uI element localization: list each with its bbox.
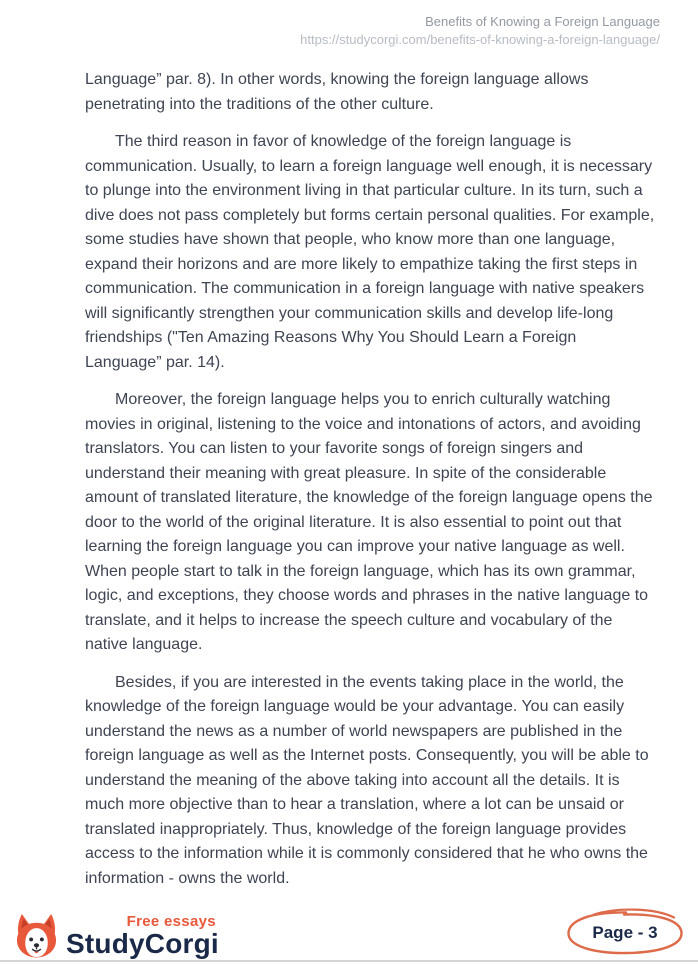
document-title: Benefits of Knowing a Foreign Language (425, 14, 660, 29)
paragraph-2: The third reason in favor of knowledge of the foreign language is communication. Usually, to learn a foreign language well enough, it is necessary to plunge into the environment living in that particular culture. In its turn, such a dive does not pass completely but forms certain personal qualities. For example, some studies have shown that people, who know more than one language, expand their horizons and are more likely to empathize taking the first steps in communication. The communication in a foreign language with native speakers will significantly strengthen your communication skills and develop life-long friendships ("Ten Amazing Reasons Why You Should Learn a Foreign Language” par. 14). (85, 133, 655, 371)
page-number-label: Page - 3 (592, 923, 658, 942)
page-number-badge (560, 906, 690, 958)
page-bottom-divider (0, 960, 698, 962)
studycorgi-logo (15, 913, 219, 958)
brand-name: StudyCorgi (66, 928, 219, 959)
document-url: https://studycorgi.com/benefits-of-knowing-a-foreign-language/ (300, 32, 660, 47)
brand-tagline: Free essays (126, 913, 216, 930)
document-body (85, 68, 657, 891)
paragraph-3: Moreover, the foreign language helps you to enrich culturally watching movies in original, listening to the voice and intonations of actors, and avoiding translators. You can listen to your favorite songs of foreign singers and understand their meaning with great pleasure. In spite of the considerable amount of translated literature, the knowledge of the foreign language opens the door to the world of the original literature. It is also essential to point out that learning the foreign language you can improve your native language as well. When people start to talk in the foreign language, which has its own grammar, logic, and exceptions, they choose words and phrases in the native language to translate, and it helps to increase the speech culture and vocabulary of the native language. (85, 391, 653, 653)
paragraph-4: Besides, if you are interested in the events taking place in the world, the knowledge of the foreign language would be your advantage. You can easily understand the news as a number of world newspapers are published in the foreign language as well as the Internet posts. Consequently, you will be able to understand the meaning of the above taking into account all the details. It is much more objective than to hear a translation, where a lot can be unsaid or translated inappropriately. Thus, knowledge of the foreign language provides access to the information while it is commonly considered that he who owns the information - owns the world. (85, 673, 649, 887)
brand-text (66, 913, 219, 958)
corgi-icon (15, 913, 58, 958)
page-footer (0, 902, 698, 960)
paragraph-1: Language” par. 8). In other words, knowing the foreign language allows penetrating into the traditions of the other culture. (85, 71, 589, 113)
page-header (0, 0, 698, 49)
